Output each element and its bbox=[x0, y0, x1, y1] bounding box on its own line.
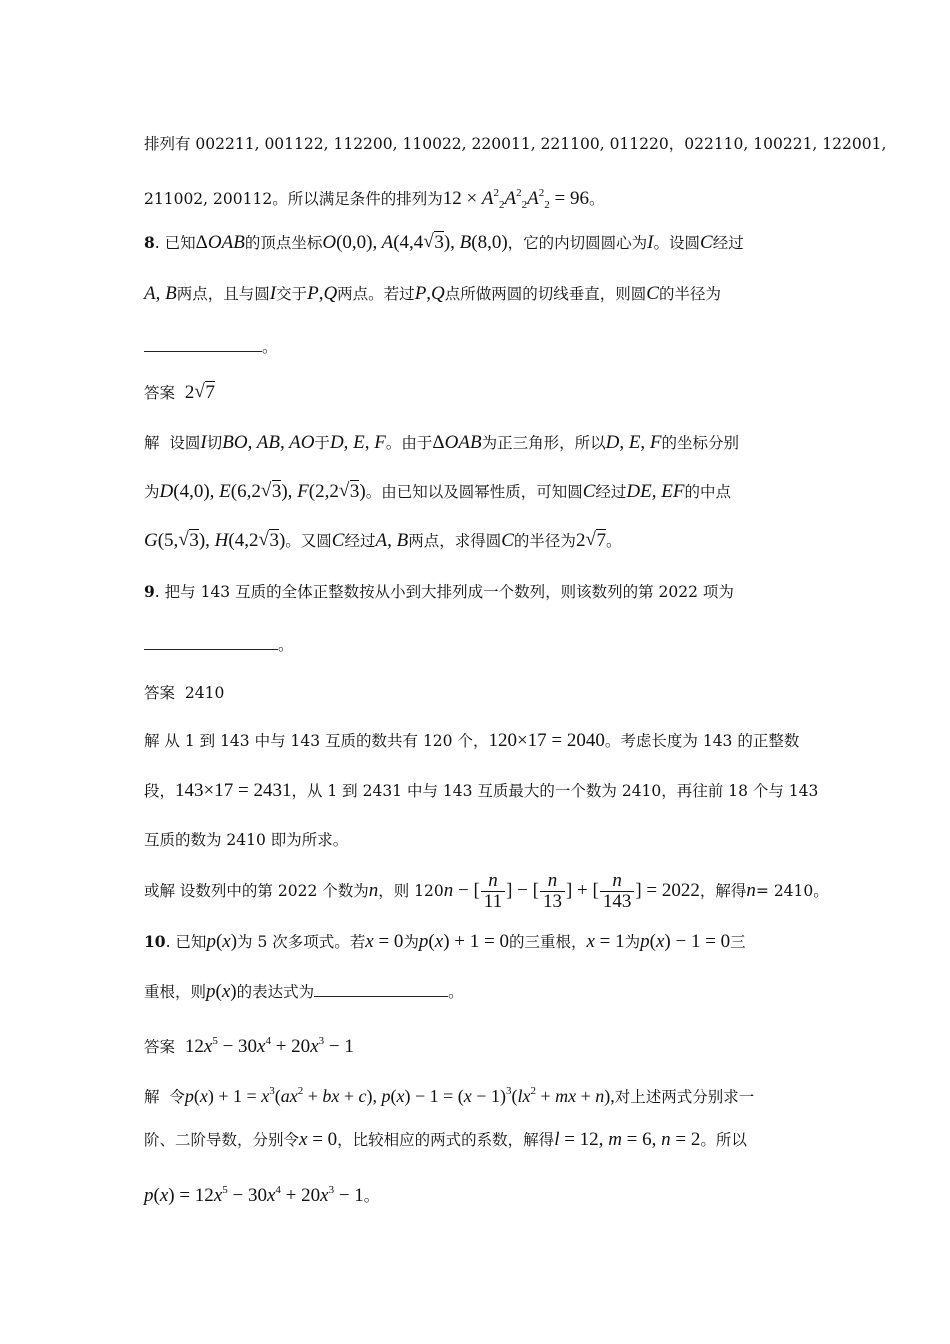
formula-inclusion-exclusion: n − [ $\frac{n}{11}$ ] − [ $\frac{n}{13}$ ] + [ $\frac{n}{143}$ ] = 2022 bbox=[443, 870, 700, 913]
solution-8-line-2: 为D(4,0), E(6,2√ 3), F(2,2√ 3)。由已知以及圆幂性质，可知圆C经过DE, EF的中点 bbox=[144, 477, 814, 507]
solution-10-line-1: 解 令$p(x) + 1 = x^3(ax^2$ + bx + c), $p(x) - 1 = (x - 1)^3(lx^2$ + mx + n),对上述两式分别求一 bbox=[144, 1085, 755, 1106]
formula-vertex-coords: O(0,0), A(4,4√ 3), B(8,0) bbox=[322, 232, 507, 253]
formula-coefficients: l = 12, m = 6, n = 2 bbox=[554, 1129, 701, 1150]
question-9-answer-blank-line: 。 bbox=[144, 630, 814, 660]
question-8-answer-blank-line: 。 bbox=[144, 332, 814, 362]
question-8-line-2: A, B两点，且与圆I交于P,Q两点。若过P,Q点所做两圆的切线垂直，则圆C的半径为 bbox=[144, 283, 721, 304]
formula-answer-10: $12x^5 - 30x^4 + 20x^3 - 1$ bbox=[184, 1035, 354, 1057]
question-8-answer: 答案 2√ 7 bbox=[144, 378, 814, 408]
formula-answer-8: 2√ 7 bbox=[185, 382, 215, 403]
solution-10-line-2: 阶、二阶导数，分别令x = 0，比较相应的两式的系数，解得l = 12, m = 6, n = 2。所以 bbox=[144, 1129, 747, 1150]
permutation-count-line: 211002, 200112。所以满足条件的排列为$12 \times A^2_2A^2_2A^2_2 = 96$。 bbox=[144, 187, 605, 211]
question-10-answer: 答案 $12x^5 - 30x^4 + 20x^3 - 1$ bbox=[144, 1035, 354, 1057]
question-9-answer: 答案 2410 bbox=[144, 684, 225, 702]
formula-factorization: $p(x) + 1 = x^3(ax^2$ + bx + c), $p(x) - 1 = (x - 1)^3(lx^2$ + mx + n), bbox=[184, 1085, 615, 1106]
question-9-line-1: 9. 把与 143 互质的全体正整数按从小到大排列成一个数列，则该数列的第 2022 项为 bbox=[144, 582, 734, 601]
question-10-line-1: 10. 已知p(x)为 5 次多项式。若x = 0为p(x) + 1 = 0的三重根，x = 1为p(x) − 1 = 0三 bbox=[144, 931, 746, 952]
solution-8-line-1: 解 设圆I切BO, AB, AO于D, E, F。由于ΔOAB为正三角形，所以D, E, F的坐标分别 bbox=[144, 432, 740, 453]
formula-count: $12 \times A^2_2A^2_2A^2_2 = 96$ bbox=[442, 187, 589, 211]
solution-8-line-3: G(5,√ 3), H(4,2√ 3)。又圆C经过A, B两点，求得圆C的半径为2√ 7。 bbox=[144, 526, 814, 556]
solution-9-line-1: 解 从 1 到 143 中与 143 互质的数共有 120 个，120×17 = 2040。考虑长度为 143 的正整数 bbox=[144, 730, 800, 751]
answer-blank bbox=[144, 631, 278, 650]
formula-triangle-oab: ΔOAB bbox=[195, 232, 245, 253]
question-8-line-1: 8. 已知ΔOAB的顶点坐标O(0,0), A(4,4√ 3), B(8,0)，它的内切圆圆心为I。设圆C经过 bbox=[144, 228, 814, 258]
formula-midpoints: G(5,√ 3), H(4,2√ 3) bbox=[144, 530, 285, 551]
formula-def-coords: D(4,0), E(6,2√ 3), F(2,2√ 3) bbox=[160, 481, 366, 502]
answer-blank bbox=[144, 333, 262, 352]
permutation-list-line-1: 排列有 002211, 001122, 112200, 110022, 220011, 221100, 011220，022110, 100221, 122001, bbox=[144, 135, 887, 153]
question-10-line-2: 重根，则p(x)的表达式为 。 bbox=[144, 977, 814, 1007]
answer-blank bbox=[314, 978, 448, 997]
formula-result-10: $p(x) = 12x^5 - 30x^4 + 20x^3 - 1$ bbox=[144, 1184, 364, 1206]
solution-10-line-3: $p(x) = 12x^5 - 30x^4 + 20x^3 - 1$。 bbox=[144, 1184, 380, 1206]
solution-9-alternative: 或解 设数列中的第 2022 个数为n，则 120n − [ $\frac{n}{11}$ ] − [ $\frac{n}{13}$ ] + [ $\frac{n}{143}$ ] = 2022，解得n= 2410。 bbox=[144, 870, 829, 913]
solution-9-line-2: 段，143×17 = 2431，从 1 到 2431 中与 143 互质最大的一个数为 2410，再往前 18 个与 143 bbox=[144, 780, 819, 801]
solution-9-line-3: 互质的数为 2410 即为所求。 bbox=[144, 831, 349, 849]
